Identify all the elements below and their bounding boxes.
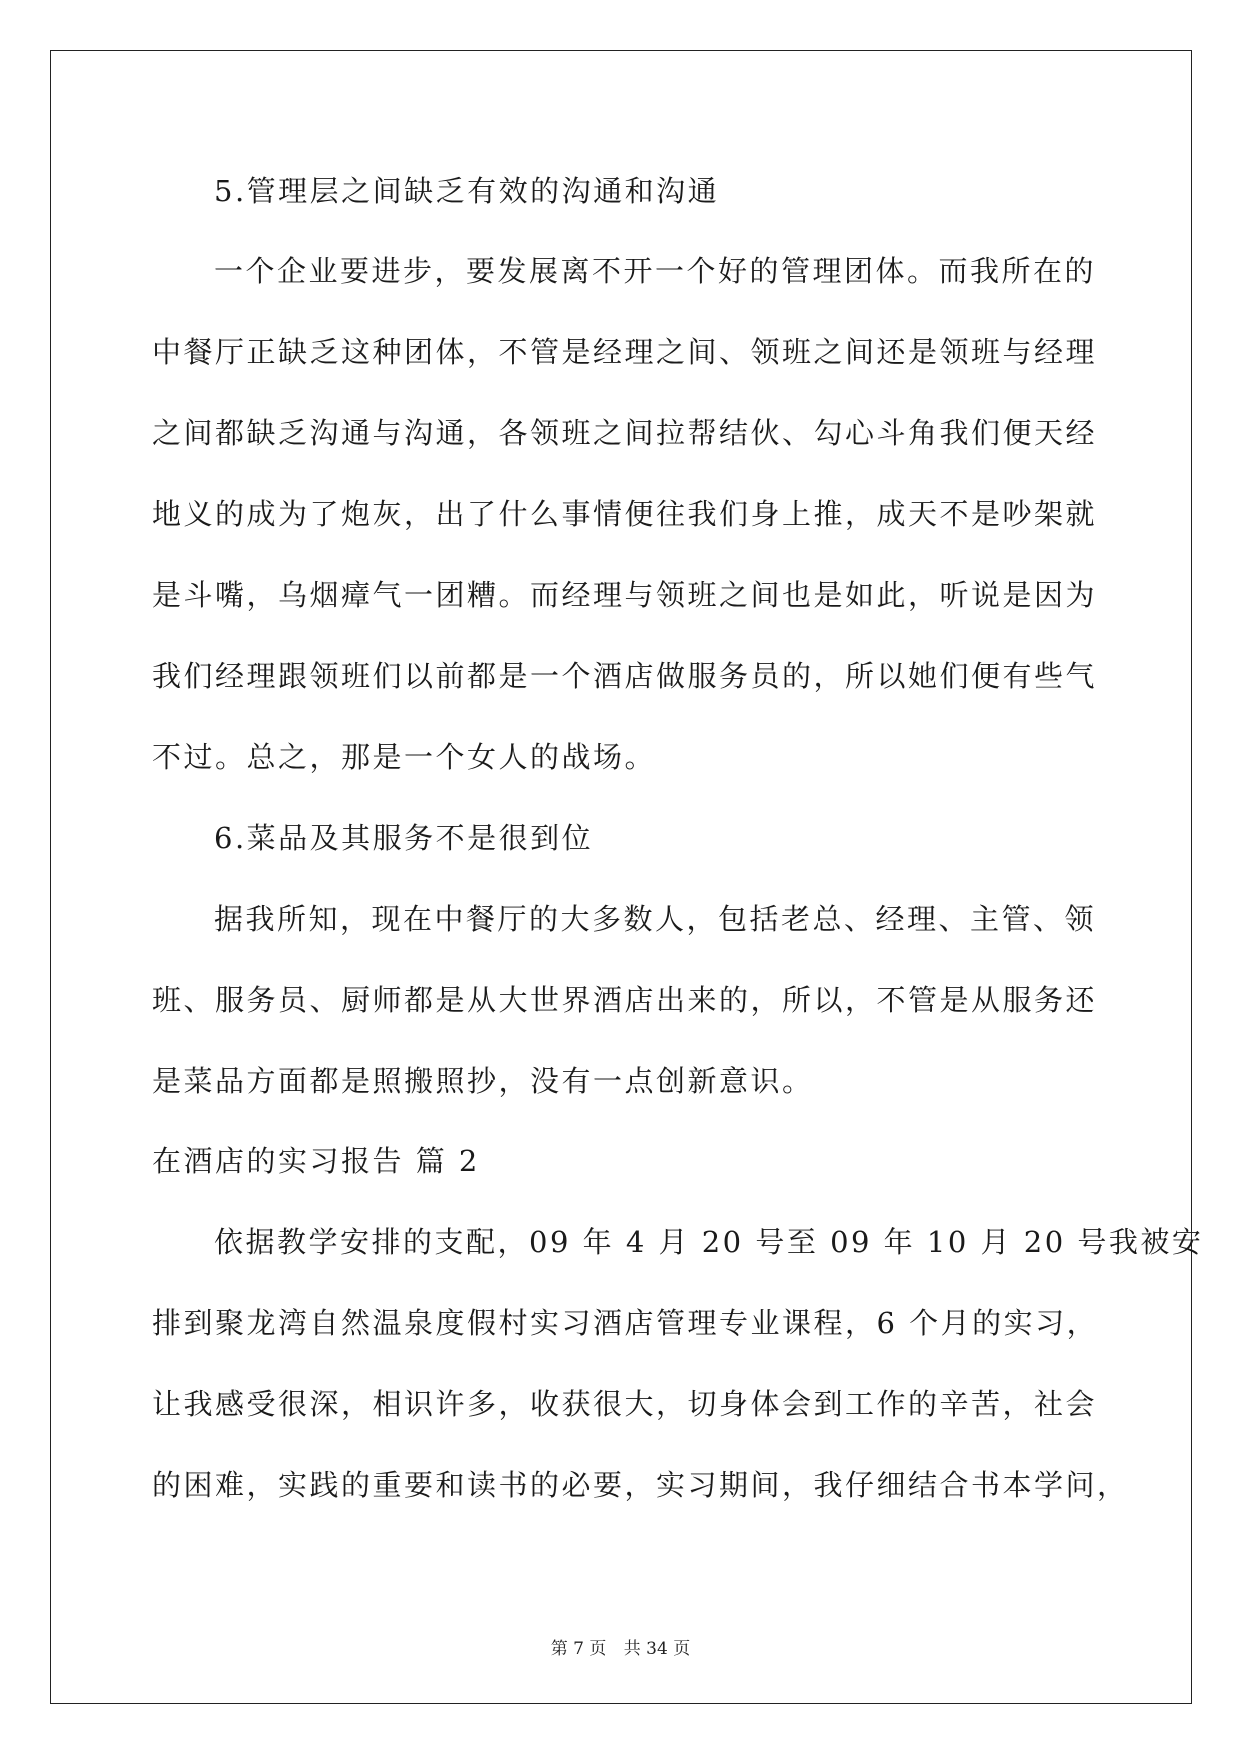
paragraph-line: 一个企业要进步，要发展离不开一个好的管理团体。而我所在的 — [214, 254, 1097, 288]
section-heading-5: 5.管理层之间缺乏有效的沟通和沟通 — [214, 174, 720, 208]
paragraph-line: 是菜品方面都是照搬照抄，没有一点创新意识。 — [152, 1064, 814, 1098]
paragraph-line: 依据教学安排的支配，09 年 4 月 20 号至 09 年 10 月 20 号我被安 — [214, 1225, 1204, 1259]
paragraph-line: 的困难，实践的重要和读书的必要，实习期间，我仔细结合书本学问， — [152, 1468, 1129, 1502]
page-footer — [0, 1634, 1241, 1659]
paragraph-line: 排到聚龙湾自然温泉度假村实习酒店管理专业课程，6 个月的实习， — [152, 1306, 1099, 1340]
article-title: 在酒店的实习报告 篇 2 — [152, 1144, 480, 1178]
paragraph-line: 中餐厅正缺乏这种团体，不管是经理之间、领班之间还是领班与经理 — [152, 335, 1098, 369]
paragraph-line: 之间都缺乏沟通与沟通，各领班之间拉帮结伙、勾心斗角我们便天经 — [152, 416, 1098, 450]
paragraph-line: 是斗嘴，乌烟瘴气一团糟。而经理与领班之间也是如此，听说是因为 — [152, 578, 1098, 612]
paragraph-line: 不过。总之，那是一个女人的战场。 — [152, 740, 657, 774]
paragraph-line: 班、服务员、厨师都是从大世界酒店出来的，所以，不管是从服务还 — [152, 983, 1098, 1017]
page-total: 共 34 页 — [623, 1639, 691, 1659]
paragraph-line: 我们经理跟领班们以前都是一个酒店做服务员的，所以她们便有些气 — [152, 659, 1098, 693]
page-number: 第 7 页 — [550, 1639, 607, 1659]
paragraph-line: 据我所知，现在中餐厅的大多数人，包括老总、经理、主管、领 — [214, 902, 1097, 936]
paragraph-line: 让我感受很深，相识许多，收获很大，切身体会到工作的辛苦，社会 — [152, 1387, 1098, 1421]
page-border — [50, 50, 1192, 1704]
paragraph-line: 地义的成为了炮灰，出了什么事情便往我们身上推，成天不是吵架就 — [152, 497, 1098, 531]
section-heading-6: 6.菜品及其服务不是很到位 — [214, 821, 594, 855]
